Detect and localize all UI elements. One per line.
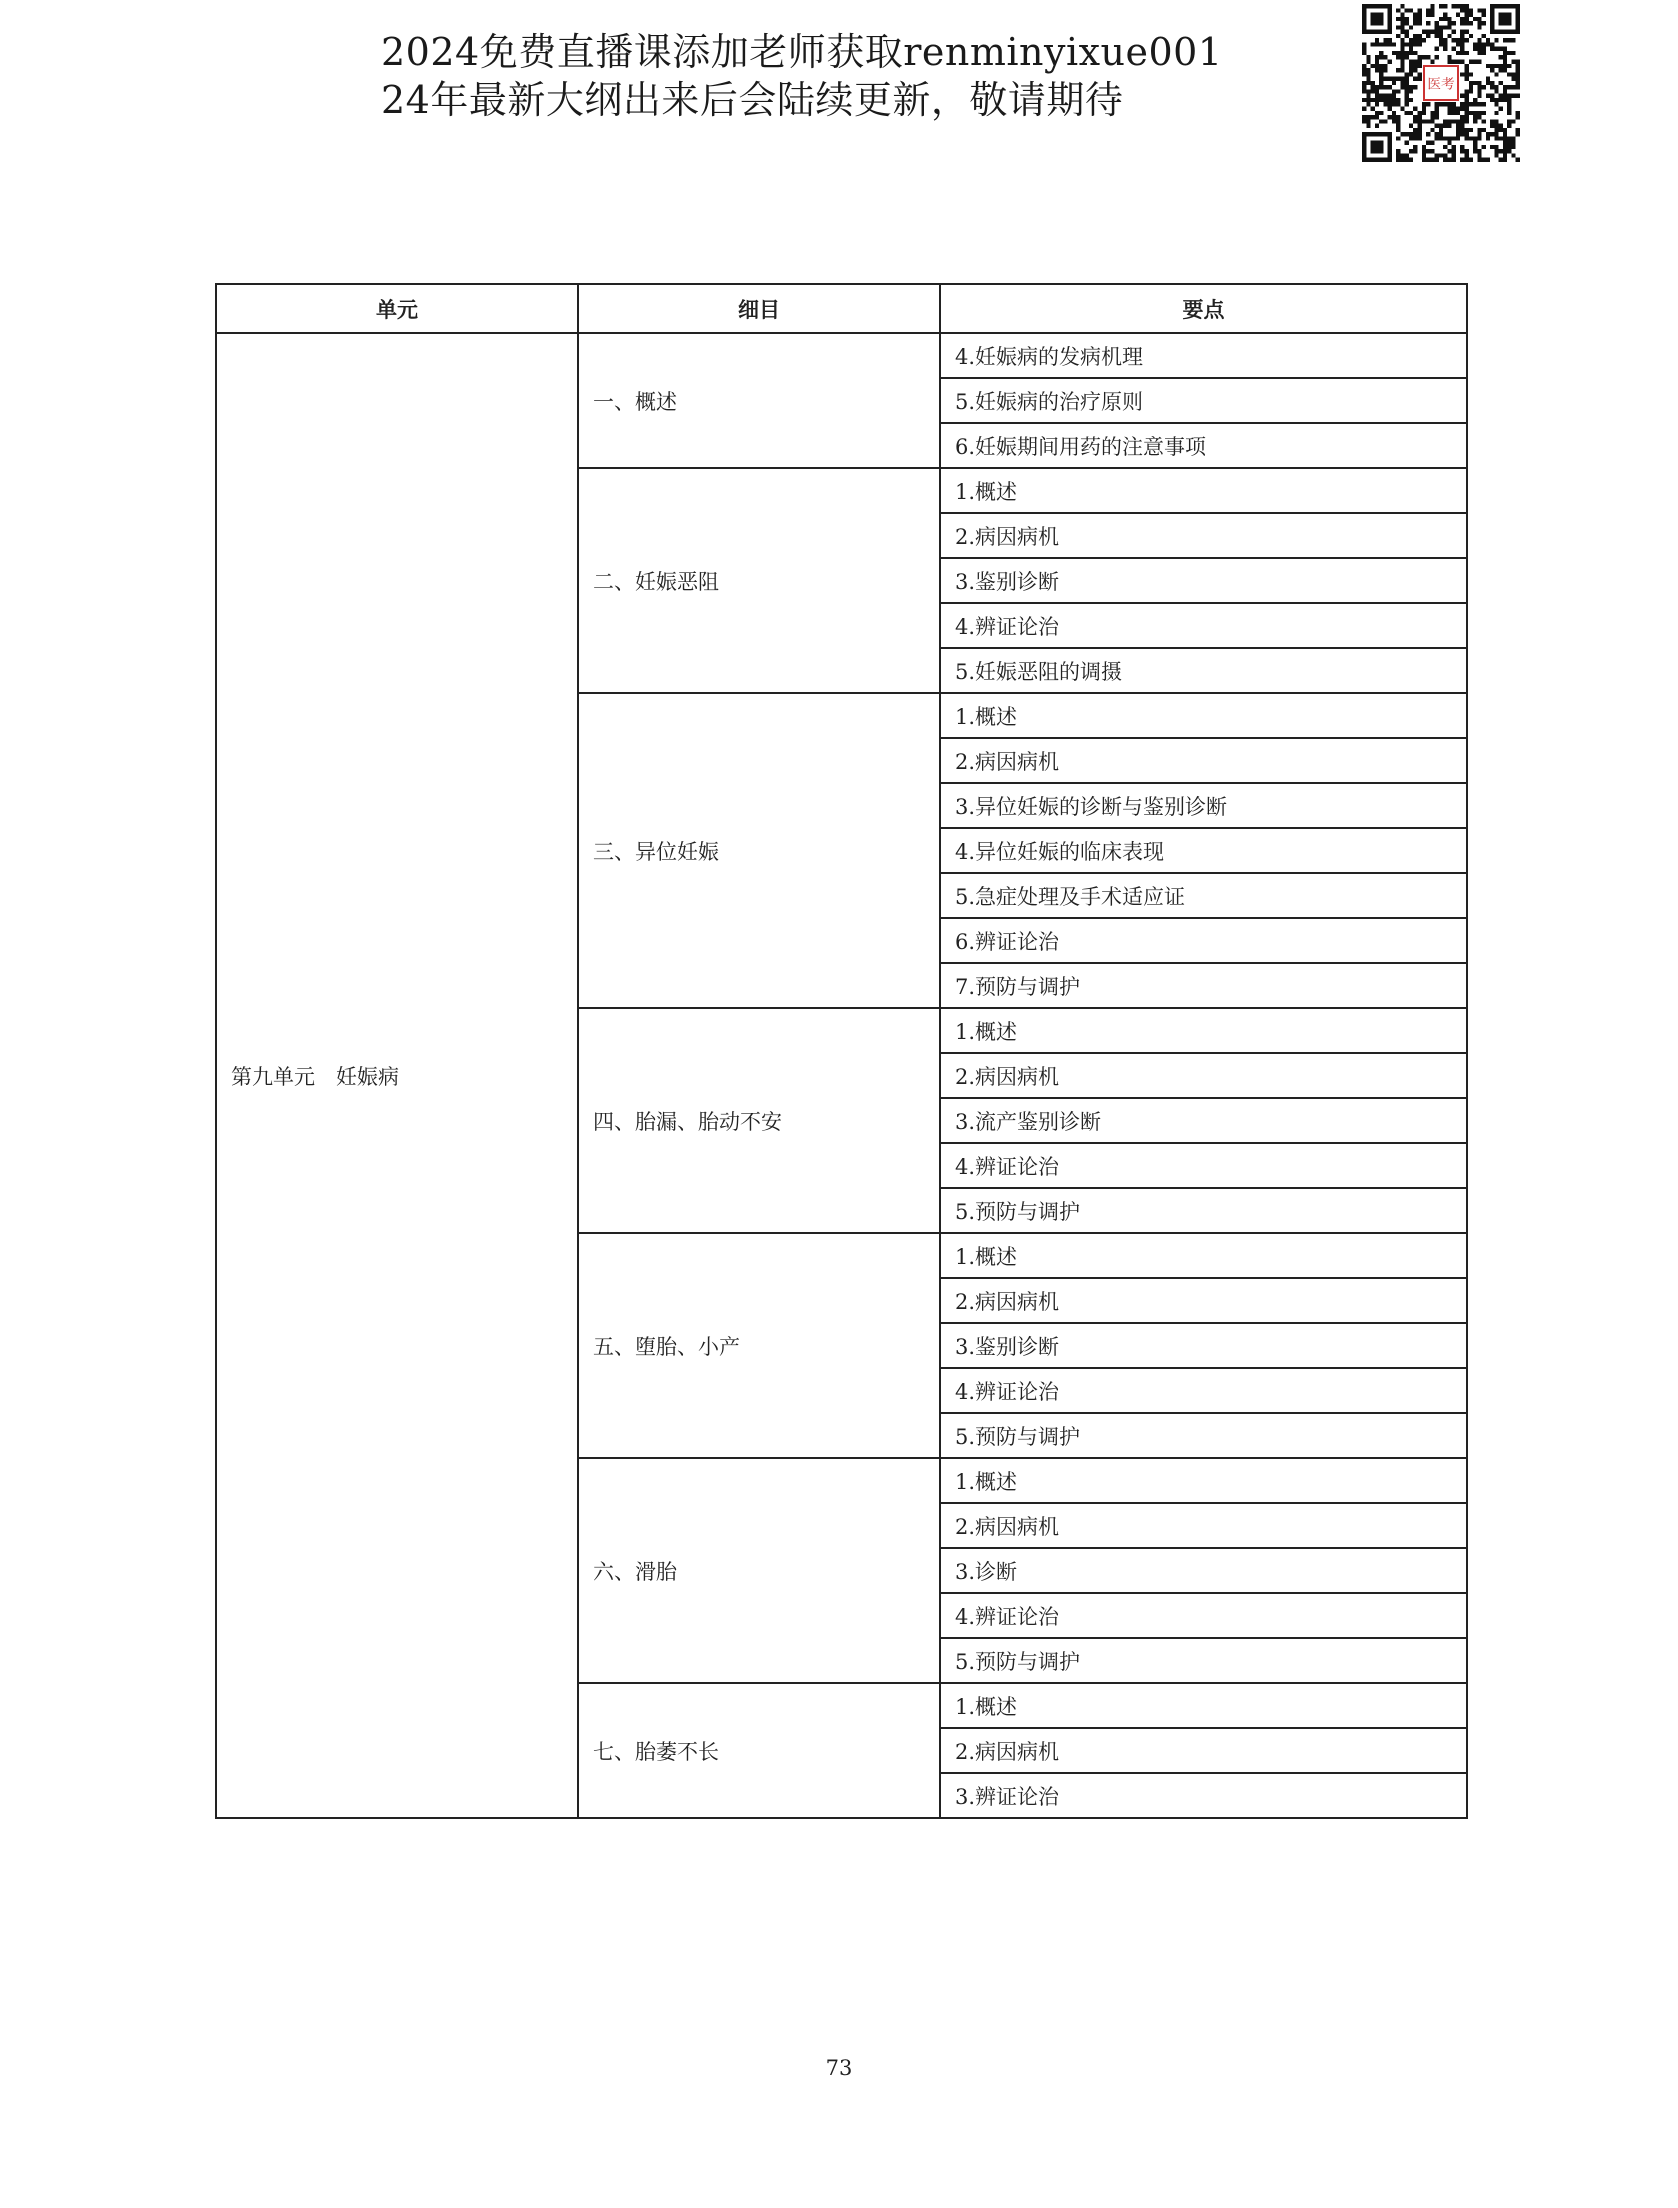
table-header-row — [216, 284, 1467, 333]
column-header-section: 细目 — [578, 284, 940, 333]
section-cell: 六、滑胎 — [578, 1458, 940, 1683]
point-cell: 3.辨证论治 — [940, 1773, 1467, 1818]
point-cell: 2.病因病机 — [940, 738, 1467, 783]
point-cell: 5.预防与调护 — [940, 1638, 1467, 1683]
point-cell: 3.诊断 — [940, 1548, 1467, 1593]
section-cell: 七、胎萎不长 — [578, 1683, 940, 1818]
point-cell: 3.鉴别诊断 — [940, 1323, 1467, 1368]
point-cell: 6.妊娠期间用药的注意事项 — [940, 423, 1467, 468]
qr-logo-text: 医考 — [1427, 76, 1455, 93]
column-header-points: 要点 — [940, 284, 1467, 333]
page-number: 73 — [825, 2056, 853, 2080]
point-cell: 2.病因病机 — [940, 1503, 1467, 1548]
point-cell: 4.辨证论治 — [940, 603, 1467, 648]
point-cell: 1.概述 — [940, 693, 1467, 738]
section-cell: 一、概述 — [578, 333, 940, 468]
point-cell: 5.预防与调护 — [940, 1413, 1467, 1458]
column-header-unit: 单元 — [216, 284, 578, 333]
point-cell: 1.概述 — [940, 1683, 1467, 1728]
point-cell: 1.概述 — [940, 468, 1467, 513]
point-cell: 4.辨证论治 — [940, 1593, 1467, 1638]
syllabus-table — [215, 283, 1468, 1819]
table-row — [216, 333, 1467, 378]
point-cell: 1.概述 — [940, 1008, 1467, 1053]
section-cell: 五、堕胎、小产 — [578, 1233, 940, 1458]
point-cell: 3.鉴别诊断 — [940, 558, 1467, 603]
point-cell: 5.急症处理及手术适应证 — [940, 873, 1467, 918]
point-cell: 4.辨证论治 — [940, 1143, 1467, 1188]
point-cell: 4.辨证论治 — [940, 1368, 1467, 1413]
point-cell: 3.异位妊娠的诊断与鉴别诊断 — [940, 783, 1467, 828]
point-cell: 2.病因病机 — [940, 513, 1467, 558]
point-cell: 7.预防与调护 — [940, 963, 1467, 1008]
section-cell: 二、妊娠恶阻 — [578, 468, 940, 693]
point-cell: 5.妊娠病的治疗原则 — [940, 378, 1467, 423]
point-cell: 2.病因病机 — [940, 1278, 1467, 1323]
point-cell: 5.妊娠恶阻的调摄 — [940, 648, 1467, 693]
point-cell: 4.妊娠病的发病机理 — [940, 333, 1467, 378]
page-header — [381, 28, 1223, 124]
point-cell: 6.辨证论治 — [940, 918, 1467, 963]
header-line-1: 2024免费直播课添加老师获取renminyixue001 — [381, 30, 1223, 74]
header-line-2: 24年最新大纲出来后会陆续更新，敬请期待 — [381, 78, 1124, 122]
section-cell: 三、异位妊娠 — [578, 693, 940, 1008]
qr-code-icon[interactable] — [1362, 4, 1520, 162]
point-cell: 1.概述 — [940, 1458, 1467, 1503]
unit-cell: 第九单元 妊娠病 — [216, 333, 578, 1818]
point-cell: 1.概述 — [940, 1233, 1467, 1278]
section-cell: 四、胎漏、胎动不安 — [578, 1008, 940, 1233]
point-cell: 5.预防与调护 — [940, 1188, 1467, 1233]
point-cell: 2.病因病机 — [940, 1053, 1467, 1098]
point-cell: 4.异位妊娠的临床表现 — [940, 828, 1467, 873]
point-cell: 2.病因病机 — [940, 1728, 1467, 1773]
point-cell: 3.流产鉴别诊断 — [940, 1098, 1467, 1143]
